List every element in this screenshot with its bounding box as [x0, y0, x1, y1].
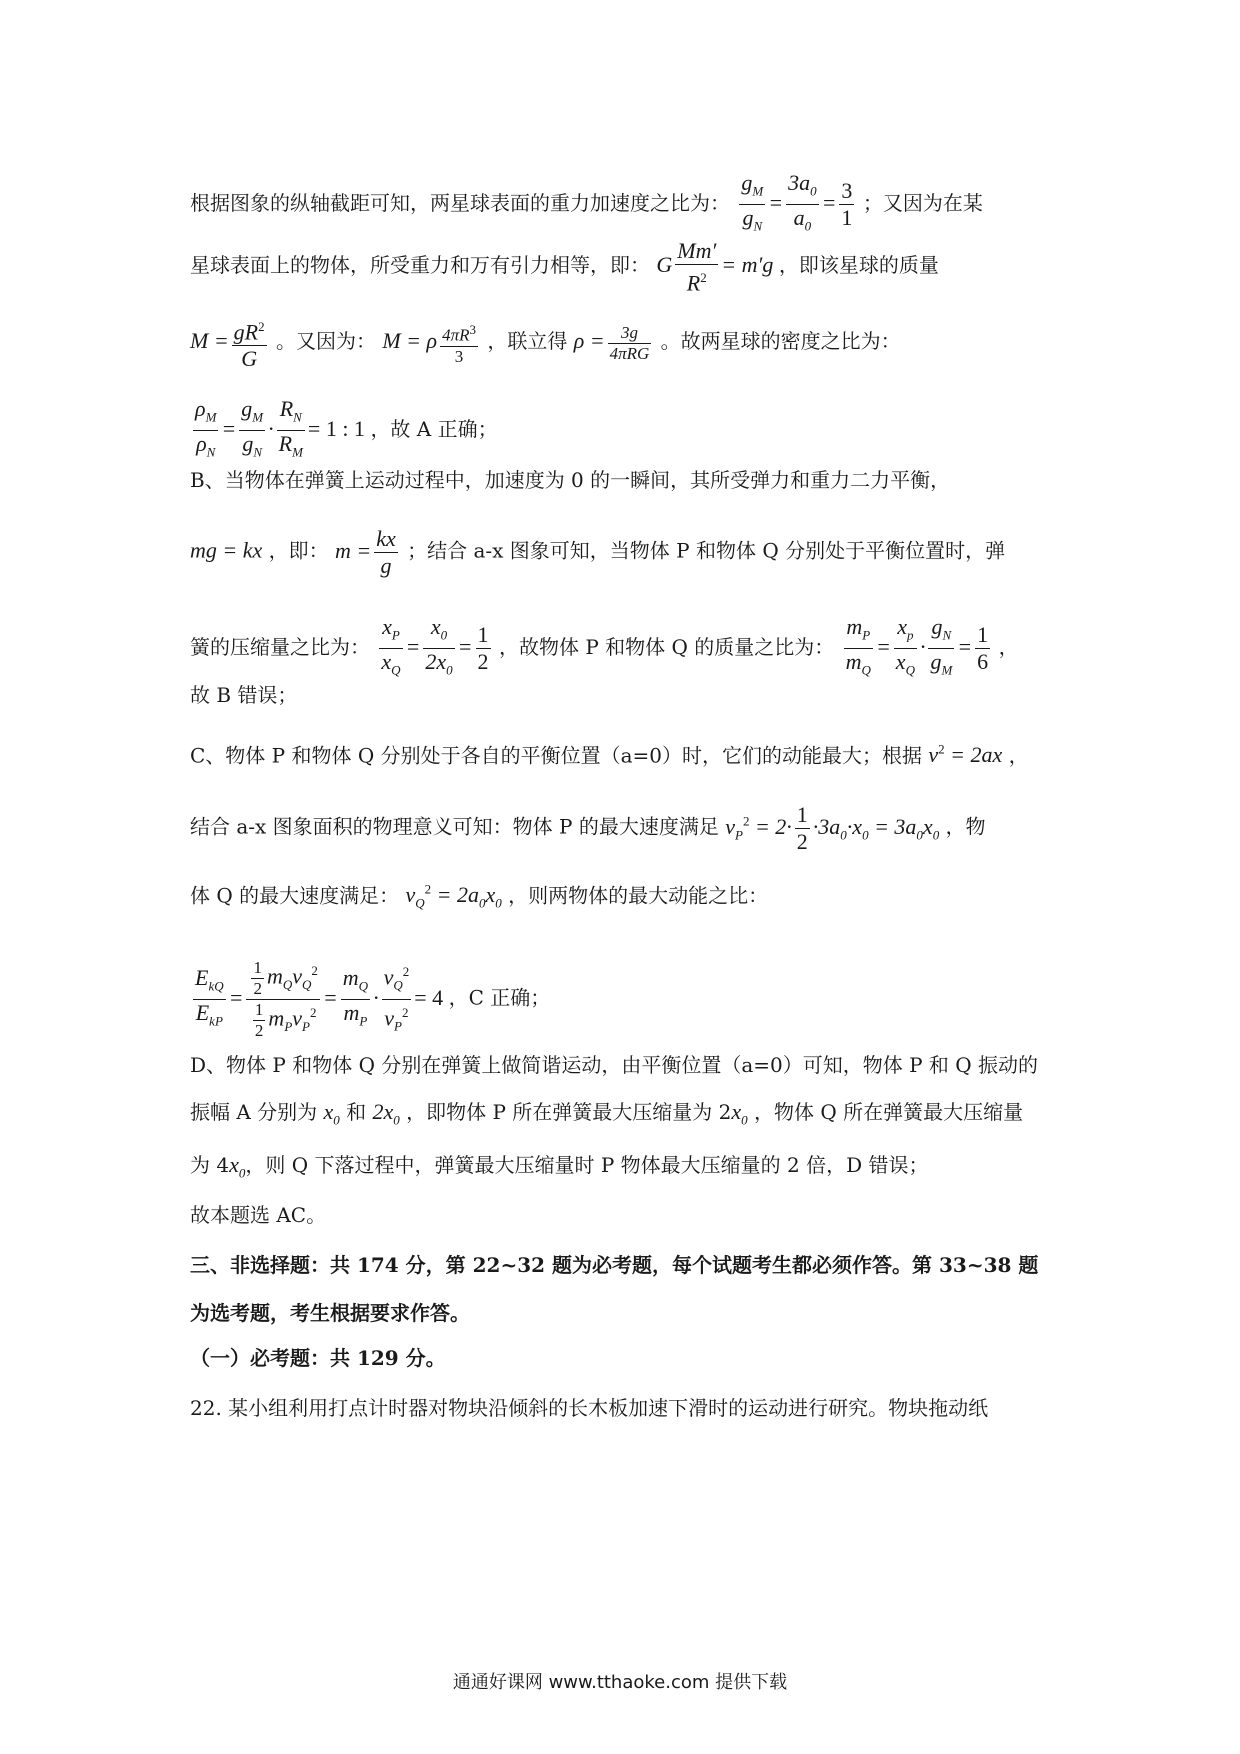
paragraph-line-6	[190, 526, 1060, 579]
formula-m-kx-over-g: m = $\frac{kx}{g}$	[334, 526, 396, 578]
paragraph-line-12	[190, 958, 1060, 1041]
formula-x0: $x_0$	[323, 1099, 340, 1128]
formula-density-ratio: $\frac{\rho_M}{\rho_N}$ = $\frac{g_M}{g_N}$ · $\frac{R_N}{R_M}$ = 1 : 1	[195, 396, 365, 460]
text-segment: 体 Q 的最大速度满足：	[190, 883, 400, 908]
formula-mass-density: M = ρ $\frac{4\pi R^3}{3}$	[382, 321, 476, 366]
text-segment: 和	[346, 1100, 367, 1124]
subsection-heading: （一）必考题：共 129 分。	[190, 1346, 446, 1370]
paragraph-line-10	[190, 802, 1060, 855]
text-segment: 根据图象的纵轴截距可知，两星球表面的重力加速度之比为：	[190, 190, 730, 215]
text-segment: 簧的压缩量之比为：	[190, 634, 370, 659]
text-segment: ，物	[945, 814, 986, 839]
text-segment: ，故 A 正确；	[370, 416, 498, 441]
formula-compression-ratio: $\frac{x_P}{x_Q}$ = $\frac{x_0}{2x_0}$ = $\frac{1}{2}$	[381, 614, 489, 678]
formula-gravity-ratio: $\frac{g_M}{g_N}$ = $\frac{3a_0}{a_0}$ = $\frac{3}{1}$	[741, 170, 853, 234]
formula-x0-p: $x_0$	[731, 1099, 748, 1128]
paragraph-line-11	[190, 875, 1060, 919]
text-segment: ，即物体 P 所在弹簧最大压缩量为 2	[406, 1100, 732, 1124]
text-segment: ；又因为在某	[862, 190, 983, 215]
paragraph-line-3	[190, 314, 1060, 372]
paragraph-line-7	[190, 614, 1060, 684]
section-heading-line-1: 三、非选择题：共 174 分，第 22~32 题为必考题，每个试题考生都必须作答。第 33~38 题	[190, 1253, 1039, 1277]
formula-gravitation: G $\frac{Mm'}{R^2}$ = m′g	[656, 238, 779, 296]
formula-balance: mg = kx	[190, 537, 263, 563]
text-segment: ，	[1008, 743, 1029, 768]
text-segment: ，即：	[268, 538, 329, 563]
formula-kinetic-ratio: $\frac{E_{kQ}}{E_{kP}}$ = $\frac{1}{2}$ $m_Qv_Q^2$ $\frac{1}{2}$ $m_Pv_P^2$ = $\frac{m_Q}{m_P}$ · $\frac{v_Q^2}{v_P^2}$ = 4	[195, 958, 444, 1040]
formula-mass: M = $\frac{gR^2}{G}$	[190, 328, 270, 353]
formula-2x0: $2x_0$	[372, 1099, 400, 1128]
paragraph-line-4	[190, 396, 1060, 466]
text-segment: 结合 a-x 图象面积的物理意义可知：物体 P 的最大速度满足	[190, 814, 719, 839]
text-segment: ，即该星球的质量	[778, 253, 939, 278]
text-segment: ，	[998, 634, 1019, 659]
formula-vq-max: $v_Q^2 = 2a_0x_0$	[405, 882, 502, 911]
paragraph-line-14	[190, 1097, 1060, 1135]
text-segment: 振幅 A 分别为	[190, 1100, 318, 1124]
formula-density: ρ = $\frac{3g}{\text{4πRG}}$	[573, 322, 650, 363]
text-segment: 。故两星球的密度之比为：	[660, 329, 901, 354]
text-segment: ，则 Q 下落过程中，弹簧最大压缩量时 P 物体最大压缩量的 2 倍，D 错误；	[245, 1153, 929, 1177]
text-segment: 为 4	[190, 1153, 230, 1177]
text-segment: ，C 正确；	[448, 985, 551, 1010]
paragraph-line-15	[190, 1150, 1060, 1188]
text-segment: ，则两物体的最大动能之比：	[508, 883, 769, 908]
formula-x0-q: $x_0$	[229, 1152, 246, 1181]
formula-vp-max: $v_P^2 = 2\cdot$ $\frac{1}{2}$ $\cdot 3a_0\cdot x_0 = 3a_0x_0$	[725, 802, 940, 854]
text-segment: ，故物体 P 和物体 Q 的质量之比为：	[499, 634, 835, 659]
text-segment: 。又因为：	[275, 329, 376, 354]
section-heading-line-2: 为选考题，考生根据要求作答。	[190, 1301, 470, 1325]
paragraph-line-1	[190, 170, 1060, 240]
text-segment: ，物体 Q 所在弹簧最大压缩量	[754, 1100, 1024, 1124]
footer-watermark: 通通好课网 www.tthaoke.com 提供下载	[452, 1672, 788, 1693]
paragraph-line-16: 故本题选 AC。	[190, 1203, 327, 1227]
question-22-line: 22. 某小组利用打点计时器对物块沿倾斜的长木板加速下滑时的运动进行研究。物块拖动纸	[190, 1396, 989, 1420]
text-segment: C、物体 P 和物体 Q 分别处于各自的平衡位置（a=0）时，它们的动能最大；根据	[190, 743, 922, 768]
paragraph-line-5: B、当物体在弹簧上运动过程中，加速度为 0 的一瞬间，其所受弹力和重力二力平衡，	[190, 468, 951, 492]
formula-mass-ratio: $\frac{m_P}{m_Q}$ = $\frac{x_p}{x_Q}$ · $\frac{g_N}{g_M}$ = $\frac{1}{6}$	[845, 614, 989, 678]
paragraph-line-13: D、物体 P 和物体 Q 分别在弹簧上做简谐运动，由平衡位置（a=0）可知，物体 P 和 Q 振动的	[190, 1053, 1039, 1077]
paragraph-line-9	[190, 735, 1060, 770]
text-segment: 星球表面上的物体，所受重力和万有引力相等，即：	[190, 253, 650, 278]
text-segment: ，联立得	[487, 329, 568, 354]
paragraph-line-8: 故 B 错误；	[190, 683, 298, 707]
formula-v2-2ax: $v^2 = 2ax$	[928, 742, 1003, 768]
text-segment: ；结合 a-x 图象可知，当物体 P 和物体 Q 分别处于平衡位置时，弹	[407, 538, 1006, 563]
paragraph-line-2	[190, 238, 1060, 296]
